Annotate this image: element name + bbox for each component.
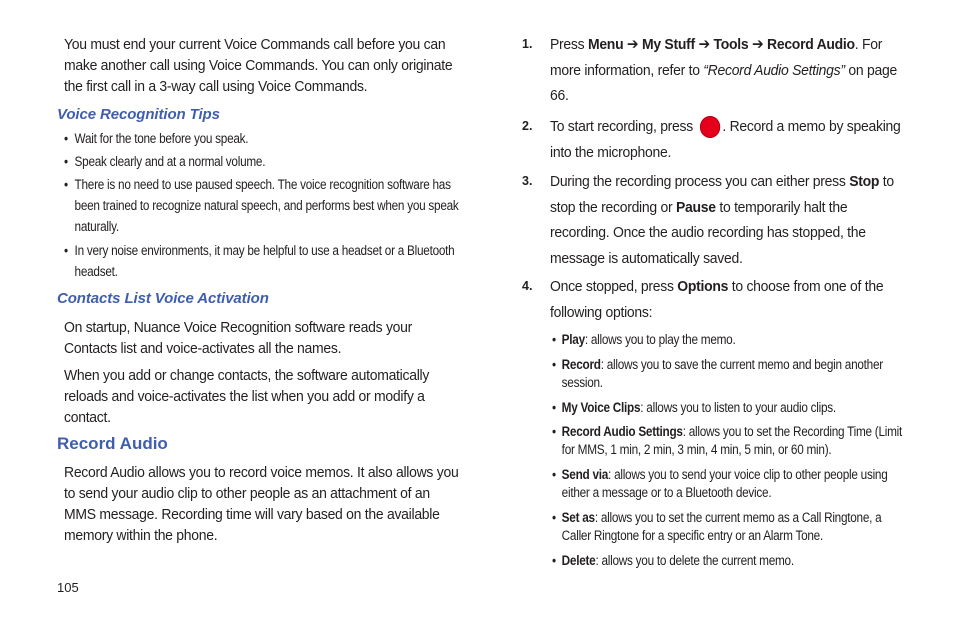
step-text [550,32,909,109]
arrow-icon: ➔ [623,36,642,53]
step-text-part: . For more information, refer to [550,36,883,79]
pause-label: Pause [675,198,716,216]
option-term: Record Audio Settings [561,424,683,439]
record-button-icon [700,116,720,138]
my-stuff-label: My Stuff [641,36,695,53]
tip-item [64,240,460,282]
bullet-dot: • [552,510,556,525]
tip-text: Wait for the tone before you speak. [74,131,249,146]
step-text [550,274,909,325]
contacts-paragraph-2: When you add or change contacts, the software automatically reloads and voice-activates the list when you add or modify a contact. [64,367,430,426]
intro-paragraph: You must end your current Voice Commands call before you can make another call using Voice Commands. You can only originate the first call in a 3-way call using Voice Commands. [64,36,453,95]
bullet-dot: • [64,243,68,258]
option-term: Delete [561,553,596,568]
contacts-list-voice-activation-heading: Contacts List Voice Activation [57,290,269,307]
option-term: Record [561,357,601,372]
stop-label: Stop [849,173,880,190]
option-desc: : allows you to set the current memo as a Call Ringtone, a Caller Ringtone for a specific entry or an Alarm Tone. [561,510,882,543]
option-item [552,331,904,349]
contacts-paragraph-1: On startup, Nuance Voice Recognition software reads your Contacts list and voice-activates all the names. [64,319,413,357]
option-desc: : allows you to play the memo. [584,332,736,347]
option-term: Set as [561,510,595,525]
tip-text: There is no need to use paused speech. The voice recognition software has been trained to recognize natural speech, and performs best when you speak naturally. [74,177,459,234]
menu-label: Menu [587,36,624,53]
tip-text: Speak clearly and at a normal volume. [74,154,266,169]
option-item [552,466,904,502]
option-item [552,356,904,392]
option-desc: : allows you to set the Recording Time (Limit for MMS, 1 min, 2 min, 3 min, 4 min, 5 min, or 60 min). [561,424,903,457]
bullet-dot: • [64,177,68,192]
step-number: 3. [522,174,533,188]
tip-item [64,151,460,172]
option-term: Play [561,332,585,347]
settings-reference: “Record Audio Settings” [703,61,845,79]
step-text-part: During the recording process you can either press [550,173,850,190]
bullet-dot: • [552,424,556,439]
option-desc: : allows you to delete the current memo. [595,553,794,568]
step-text-part: to stop the recording or [550,173,894,216]
option-desc: : allows you to save the current memo and begin another session. [561,357,883,390]
bullet-dot: • [552,553,556,568]
page-number: 105 [57,580,79,595]
bullet-dot: • [64,154,68,169]
record-audio-label: Record Audio [767,36,855,53]
tip-item [64,128,460,149]
step-text-part: Once stopped, press [550,278,678,295]
option-item [552,423,904,459]
step-text [550,114,909,165]
step-number: 1. [522,37,533,51]
record-audio-heading: Record Audio [57,434,168,453]
option-term: My Voice Clips [561,400,641,415]
arrow-icon: ➔ [748,36,768,53]
bullet-dot: • [552,357,556,372]
step-number: 4. [522,279,533,293]
options-label: Options [677,278,729,295]
record-audio-paragraph: Record Audio allows you to record voice memos. It also allows you to send your audio clip to other people as an attachment of an MMS message. Recording time will vary based on the available memory within the phone. [64,464,459,544]
step-text-part: To start recording, press [550,118,697,135]
option-item [552,509,904,545]
option-desc: : allows you to send your voice clip to other people using either a message or to a Bluetooth device. [561,467,888,500]
step-text-part: on page 66. [550,61,897,104]
option-item [552,552,904,570]
bullet-dot: • [64,131,68,146]
tip-item [64,174,460,237]
step-text-part: . Record a memo by speaking into the microphone. [550,118,901,161]
tip-text: In very noise environments, it may be helpful to use a headset or a Bluetooth headset. [74,243,455,279]
step-text-part: to temporarily halt the recording. Once the audio recording has stopped, the message is automatically saved. [550,198,866,267]
bullet-dot: • [552,400,556,415]
step-text-part: to choose from one of the following options: [550,278,884,321]
step-text [550,169,909,271]
option-term: Send via [561,467,609,482]
voice-recognition-tips-heading: Voice Recognition Tips [57,106,220,123]
arrow-icon: ➔ [694,36,714,53]
bullet-dot: • [552,332,556,347]
step-number: 2. [522,119,533,133]
bullet-dot: • [552,467,556,482]
step-text-part: Press [550,36,588,53]
option-item [552,399,904,417]
tools-label: Tools [713,36,749,53]
option-desc: : allows you to listen to your audio clips. [640,400,836,415]
